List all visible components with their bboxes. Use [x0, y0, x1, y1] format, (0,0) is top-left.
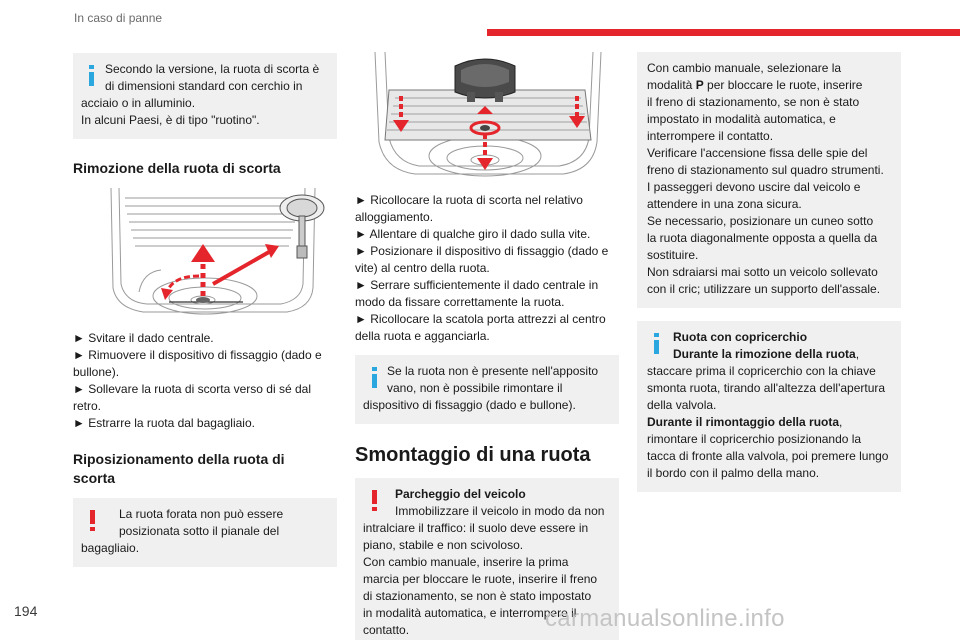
heading-line: scorta [73, 470, 116, 486]
continued-line: sostituire. [647, 248, 699, 262]
removal-steps [73, 330, 337, 432]
header-section-title: In caso di panne [74, 11, 163, 25]
hubcap-title: Ruota con copricerchio [673, 330, 808, 344]
warning-line: in modalità automatica, e interrompere il [363, 606, 577, 620]
continued-line: Non sdraiarsi mai sotto un veicolo sollevato [647, 265, 878, 279]
warning-line: intralciare il traffico: il suolo deve essere in [363, 521, 589, 535]
step-line: ► Sollevare la ruota di scorta verso di sé dal [73, 382, 311, 396]
step-line: della ruota e agganciarla. [355, 329, 490, 343]
info-line: Secondo la versione, la ruota di scorta è [105, 62, 320, 76]
hubcap-line [647, 414, 893, 431]
info-note-fixing-device [355, 355, 619, 424]
text-fragment: modalità [647, 78, 696, 92]
warning-line: contatto. [363, 623, 410, 637]
continued-line: Verificare l'accensione fissa delle spie del [647, 146, 868, 160]
text-fragment: , [839, 415, 843, 429]
continued-line: attendere in una zona sicura. [647, 197, 802, 211]
warning-flat-tyre [73, 498, 337, 567]
step-line: modo da fissare correttamente la ruota. [355, 295, 565, 309]
warning-line: Immobilizzare il veicolo in modo da non [395, 504, 605, 518]
info-line: Se la ruota non è presente nell'apposito [387, 364, 599, 378]
hubcap-line: smonta ruota, tirando all'altezza dell'apertura [647, 381, 886, 395]
column-left [73, 53, 337, 567]
continued-line: I passeggeri devono uscire dal veicolo e [647, 180, 861, 194]
step-line: retro. [73, 399, 102, 413]
info-note-spare-wheel [73, 53, 337, 139]
hubcap-line: della valvola. [647, 398, 717, 412]
continued-line: con il cric; utilizzare un supporto dell'assale. [647, 282, 881, 296]
continued-line: impostato in modalità automatica, e [647, 112, 836, 126]
step-line: ► Posizionare il dispositivo di fissaggio (dado e [355, 244, 609, 258]
watermark: carmanualsonline.info [545, 605, 785, 632]
step-line: ► Allentare di qualche giro il dado sulla vite. [355, 227, 591, 241]
continued-line: Con cambio manuale, selezionare la [647, 61, 842, 75]
continued-line: la ruota diagonalmente opposta a quella da [647, 231, 878, 245]
warning-line: posizionata sotto il pianale del [119, 524, 280, 538]
continued-line [647, 77, 893, 94]
info-icon [84, 65, 100, 87]
step-line: ► Serrare sufficientemente il dado centrale in [355, 278, 599, 292]
step-line: vite) al centro della ruota. [355, 261, 490, 275]
page-number: 194 [14, 603, 38, 619]
warning-line: marcia per bloccare le ruote, inserire il freno [363, 572, 598, 586]
mode-p-label: P [695, 78, 704, 92]
continued-line: il freno di stazionamento, se non è stato [647, 95, 860, 109]
hubcap-line: staccare prima il copricerchio con la chiave [647, 364, 876, 378]
step-line: bullone). [73, 365, 120, 379]
warning-line: Con cambio manuale, inserire la prima [363, 555, 569, 569]
hubcap-line: il bordo con il palmo della mano. [647, 466, 820, 480]
info-line: In alcuni Paesi, è di tipo "ruotino". [81, 113, 260, 127]
bold-fragment: Durante il rimontaggio della ruota [647, 415, 840, 429]
info-line: dispositivo di fissaggio (dado e bullone). [363, 398, 576, 412]
step-line: ► Ricollocare la scatola porta attrezzi al centro [355, 312, 606, 326]
spare-wheel-refit-illustration [355, 52, 619, 180]
bold-fragment: Durante la rimozione della ruota [673, 347, 856, 361]
warning-title: Parcheggio del veicolo [395, 487, 526, 501]
warning-icon [367, 490, 383, 512]
hubcap-line: tacca di fronte alla valvola, poi premere lungo [647, 449, 889, 463]
section-heading: Smontaggio di una ruota [355, 444, 591, 466]
heading-line: Riposizionamento della ruota di [73, 451, 285, 467]
info-icon [367, 367, 383, 389]
warning-line: La ruota forata non può essere [119, 507, 284, 521]
continued-line: interrompere il contatto. [647, 129, 774, 143]
text-fragment: per bloccare le ruote, inserire [703, 78, 863, 92]
trunk-diagram [73, 188, 337, 320]
hubcap-line [647, 346, 893, 363]
step-line: ► Rimuovere il dispositivo di fissaggio (dado e [73, 348, 322, 362]
continued-line: Se necessario, posizionare un cuneo sotto [647, 214, 874, 228]
warning-icon [85, 510, 101, 532]
step-line: ► Estrarre la ruota dal bagagliaio. [73, 416, 255, 430]
info-line: vano, non è possibile rimontare il [387, 381, 563, 395]
trunk-diagram [355, 52, 619, 180]
info-line: acciaio o in alluminio. [81, 96, 196, 110]
info-icon [649, 333, 665, 355]
column-right [637, 52, 901, 492]
hubcap-line: rimontare il copricerchio posizionando la [647, 432, 862, 446]
text-fragment: , [855, 347, 860, 361]
step-line: alloggiamento. [355, 210, 434, 224]
column-middle [355, 52, 619, 640]
reposition-heading [73, 450, 337, 488]
warning-continued [637, 52, 901, 308]
info-line: di dimensioni standard con cerchio in [105, 79, 303, 93]
warning-line: piano, stabile e non scivoloso. [363, 538, 524, 552]
spare-wheel-removal-illustration [73, 188, 337, 320]
warning-line: di stazionamento, se non è stato impostato [363, 589, 592, 603]
step-line: ► Ricollocare la ruota di scorta nel relativo [355, 193, 583, 207]
removal-heading: Rimozione della ruota di scorta [73, 160, 281, 176]
reposition-steps [355, 192, 619, 345]
warning-line: bagagliaio. [81, 541, 140, 555]
info-note-hubcap [637, 321, 901, 492]
header-accent-bar [487, 29, 960, 36]
step-line: ► Svitare il dado centrale. [73, 331, 214, 345]
continued-line: freno di stazionamento sul quadro strumenti. [647, 163, 884, 177]
